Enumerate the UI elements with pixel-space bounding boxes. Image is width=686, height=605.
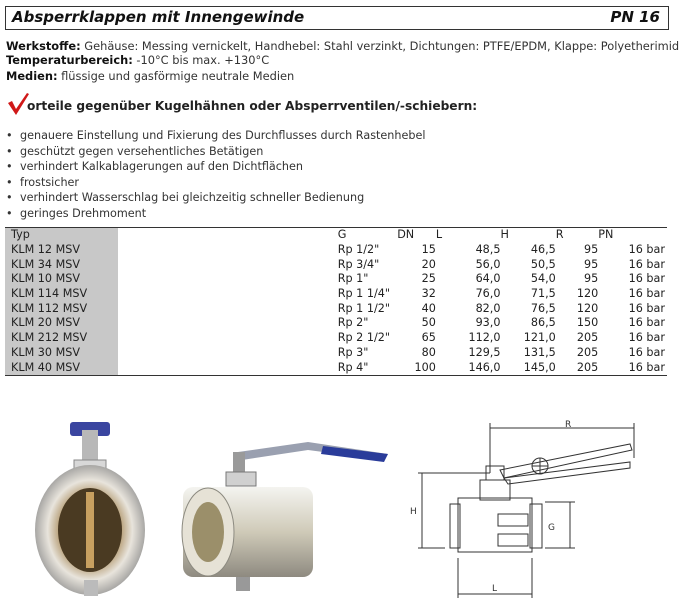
advantages-list — [6, 128, 425, 221]
table-cell: 40 — [421, 301, 436, 315]
table-cell: 131,5 — [523, 345, 556, 359]
col-header-pn: PN — [598, 228, 614, 242]
spec-media: Medien: flüssige und gasförmige neutrale Medien — [6, 69, 295, 83]
table-cell: Rp 2" — [337, 316, 369, 330]
table-cell: Rp 4" — [337, 360, 369, 374]
dim-l-label: L — [492, 584, 498, 594]
col-header-typ: Typ — [5, 228, 118, 243]
table-cell: 50,5 — [530, 257, 556, 271]
list-item: • verhindert Wasserschlag bei gleichzeitig schneller Bedienung — [6, 190, 425, 206]
table-cell: 95 — [583, 257, 599, 271]
table-row — [5, 331, 667, 346]
table-cell: 64,0 — [475, 272, 501, 286]
table-cell: 95 — [583, 272, 599, 286]
table-cell: 146,0 — [468, 360, 501, 374]
technical-drawing — [400, 418, 684, 603]
table-cell: 16 bar — [628, 287, 665, 301]
table-cell: 16 bar — [628, 243, 665, 257]
table-cell: KLM 112 MSV — [5, 301, 118, 316]
table-row — [5, 316, 667, 331]
col-header-dn: DN — [397, 228, 415, 242]
table-cell: 20 — [421, 257, 436, 271]
table-cell: Rp 1 1/4" — [337, 287, 390, 301]
table-cell: KLM 30 MSV — [5, 346, 118, 361]
list-item: • frostsicher — [6, 175, 425, 191]
table-cell: Rp 1/2" — [337, 243, 380, 257]
table-cell: 56,0 — [475, 257, 501, 271]
list-item: • genauere Einstellung und Fixierung des Durchflusses durch Rastenhebel — [6, 128, 425, 144]
table-cell: 71,5 — [530, 287, 556, 301]
table-cell: 100 — [414, 360, 436, 374]
table-cell: 76,0 — [475, 287, 501, 301]
table-cell: KLM 212 MSV — [5, 331, 118, 346]
table-cell: 82,0 — [475, 301, 501, 315]
table-cell: Rp 1 1/2" — [337, 301, 390, 315]
table-cell: 95 — [583, 243, 599, 257]
table-row — [5, 360, 667, 375]
page-title: Absperrklappen mit Innengewinde — [12, 8, 305, 26]
table-cell: 16 bar — [628, 360, 665, 374]
table-cell: Rp 1" — [337, 272, 369, 286]
table-cell: 120 — [576, 301, 599, 315]
table-cell: 54,0 — [530, 272, 556, 286]
table-cell: 205 — [576, 360, 599, 374]
col-header-l: L — [435, 228, 443, 242]
list-item: • verhindert Kalkablagerungen auf den Dichtflächen — [6, 159, 425, 175]
table-cell: 50 — [421, 316, 436, 330]
table-cell: 16 bar — [628, 316, 665, 330]
table-cell: 205 — [576, 345, 599, 359]
col-header-g: G — [337, 228, 347, 242]
table-cell: KLM 10 MSV — [5, 272, 118, 287]
table-row — [5, 257, 667, 272]
table-row — [5, 346, 667, 361]
table-cell: 15 — [421, 243, 436, 257]
table-row — [5, 272, 667, 287]
list-item: • geringes Drehmoment — [6, 206, 425, 222]
table-cell: 93,0 — [475, 316, 501, 330]
table-cell: KLM 114 MSV — [5, 287, 118, 302]
table-cell: 120 — [576, 287, 599, 301]
table-row — [5, 301, 667, 316]
table-cell: 32 — [421, 287, 436, 301]
col-header-h: H — [500, 228, 509, 242]
table-cell: Rp 3/4" — [337, 257, 380, 271]
table-cell: 112,0 — [468, 331, 501, 345]
spec-materials: Werkstoffe: Gehäuse: Messing vernickelt, Handhebel: Stahl verzinkt, Dichtungen: PTFE/EPDM, Klappe: Polyetherimid — [6, 39, 680, 53]
table-cell: 16 bar — [628, 331, 665, 345]
table-cell: 46,5 — [530, 243, 556, 257]
list-item: • geschützt gegen versehentliches Betätigen — [6, 144, 425, 160]
table-cell: 86,5 — [530, 316, 556, 330]
table-cell: 16 bar — [628, 301, 665, 315]
table-cell: 25 — [421, 272, 436, 286]
table-row — [5, 243, 667, 258]
table-cell: 205 — [576, 331, 599, 345]
table-cell: 16 bar — [628, 257, 665, 271]
title-bar — [5, 6, 669, 30]
dim-h-label: H — [410, 507, 417, 517]
table-cell: 76,5 — [530, 301, 556, 315]
table-cell: 121,0 — [523, 331, 556, 345]
table-cell: 150 — [576, 316, 599, 330]
table-cell: KLM 20 MSV — [5, 316, 118, 331]
table-header-row — [5, 228, 667, 243]
table-cell: 145,0 — [523, 360, 556, 374]
table-cell: 16 bar — [628, 345, 665, 359]
table-cell: Rp 3" — [337, 345, 369, 359]
table-cell: 129,5 — [468, 345, 501, 359]
valve-photo-front — [30, 420, 150, 600]
dim-r-label: R — [565, 420, 572, 430]
pressure-rating: PN 16 — [610, 8, 660, 26]
table-cell: Rp 2 1/2" — [337, 331, 390, 345]
product-table — [5, 227, 667, 376]
valve-photo-side — [178, 432, 398, 597]
table-cell: 65 — [421, 331, 436, 345]
table-cell: 48,5 — [475, 243, 501, 257]
table-row — [5, 287, 667, 302]
table-cell: KLM 34 MSV — [5, 257, 118, 272]
col-header-r: R — [555, 228, 564, 242]
table-cell: KLM 12 MSV — [5, 243, 118, 258]
spec-temperature: Temperaturbereich: -10°C bis max. +130°C — [6, 53, 270, 67]
table-cell: 16 bar — [628, 272, 665, 286]
dim-g-label: G — [548, 523, 555, 533]
table-cell: 80 — [421, 345, 436, 359]
table-cell: KLM 40 MSV — [5, 360, 118, 375]
